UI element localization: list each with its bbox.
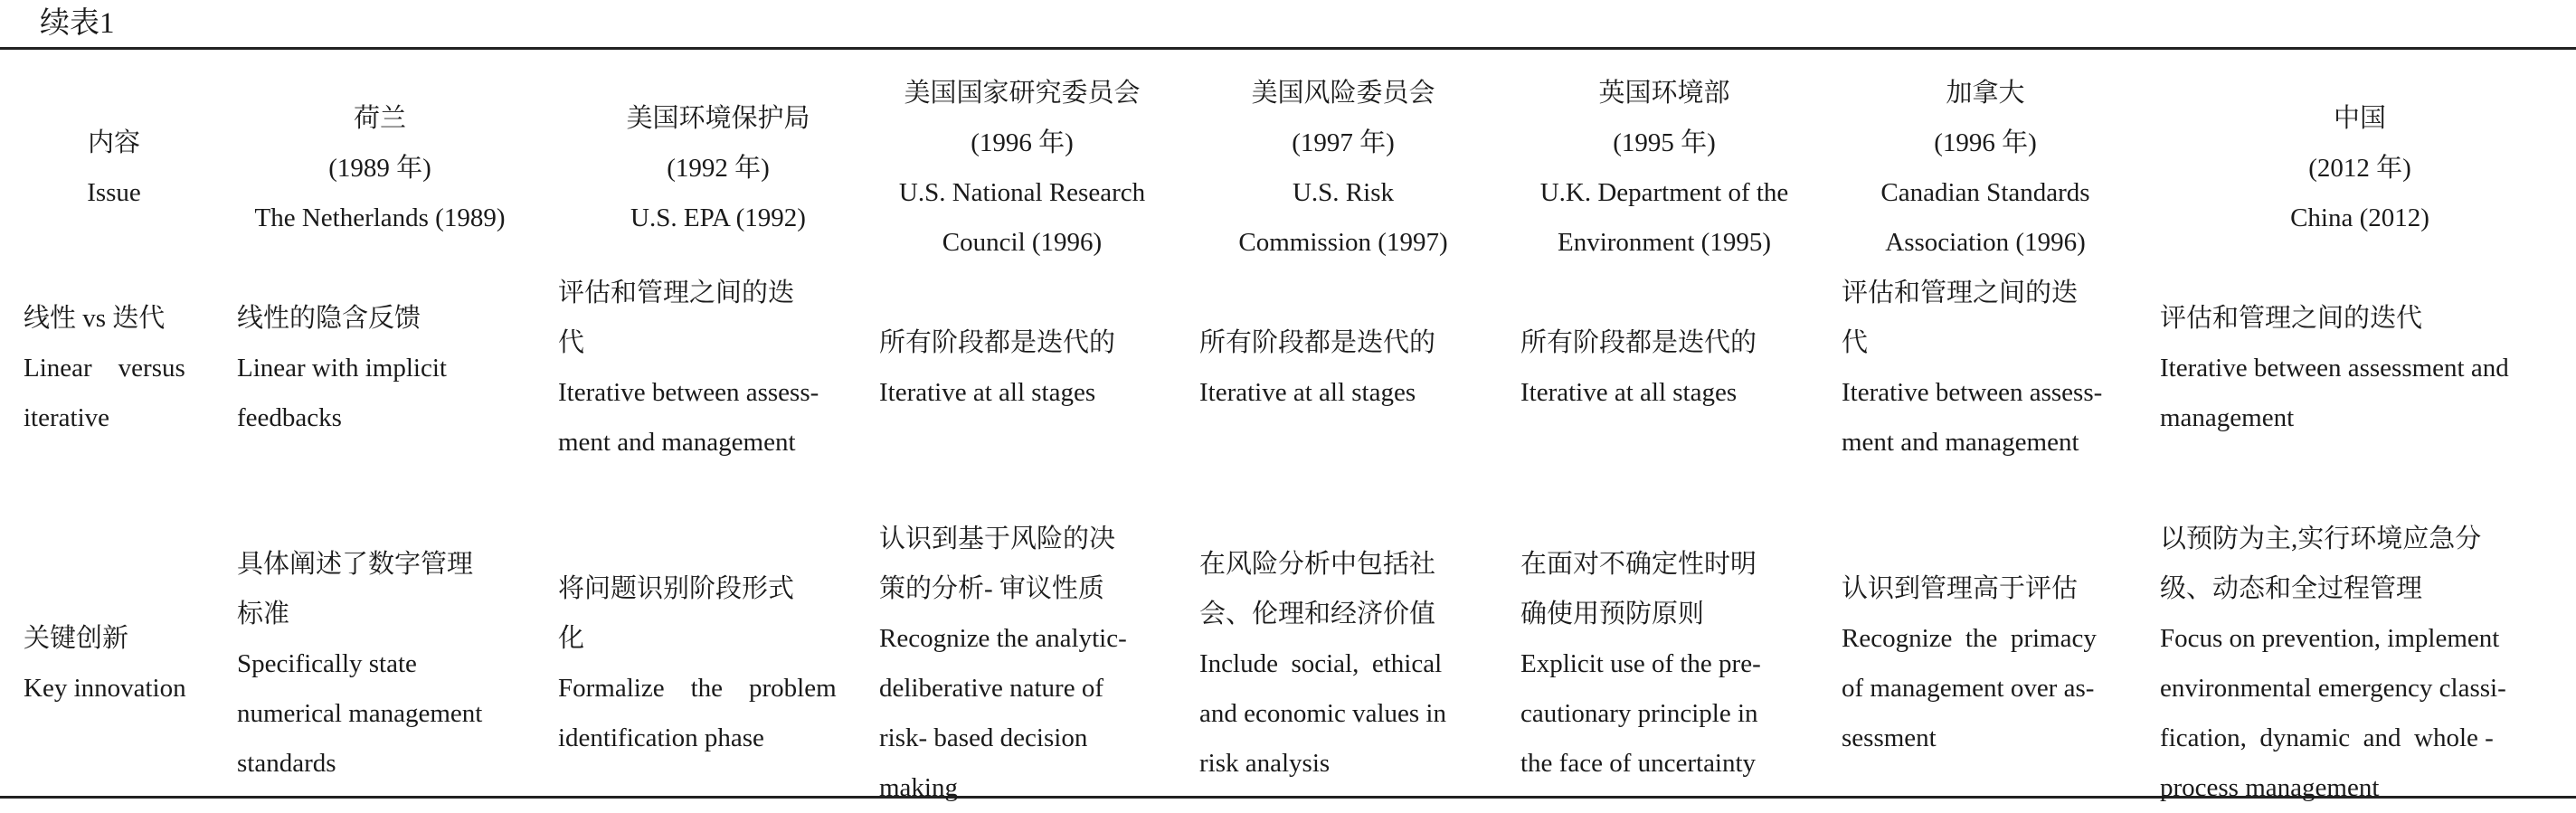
cell-line: risk- based decision: [879, 723, 1088, 752]
cell-line: Iterative at all stages: [879, 378, 1096, 407]
table-cell: [879, 515, 1127, 813]
cell-line: Iterative between assess-: [1842, 378, 2103, 407]
column-header-6: [1832, 69, 2139, 268]
cell-line: 所有阶段都是迭代的: [879, 328, 1116, 357]
cell-line: 线性 vs 迭代: [24, 303, 166, 333]
cell-line: Recognize the analytic-: [879, 624, 1127, 653]
cell-line: 级、动态和全过程管理: [2160, 574, 2423, 603]
cell-line: Linear versus: [24, 353, 185, 383]
cell-line: Canadian Standards: [1880, 178, 2090, 207]
table-cell: [558, 269, 819, 468]
cell-line: fication, dynamic and whole -: [2160, 723, 2494, 752]
cell-line: U.S. National Research: [898, 178, 1146, 207]
cell-line: Issue: [87, 178, 141, 207]
cell-line: 代: [1842, 328, 1869, 357]
cell-line: making: [879, 773, 958, 802]
table-cell: [1520, 318, 1757, 418]
cell-line: 在面对不确定性时明: [1520, 549, 1757, 579]
cell-line: iterative: [24, 402, 110, 432]
cell-line: risk analysis: [1199, 748, 1331, 778]
cell-line: (1996 年): [971, 128, 1074, 157]
cell-line: identification phase: [558, 723, 764, 752]
cell-line: Focus on prevention, implement: [2160, 624, 2500, 653]
table-cell: [1520, 540, 1761, 789]
cell-line: Explicit use of the pre-: [1520, 648, 1761, 678]
cell-line: Include social, ethical: [1199, 648, 1443, 678]
cell-line: cautionary principle in: [1520, 698, 1758, 728]
table-cell: [237, 540, 482, 789]
cell-line: 将问题识别阶段形式: [558, 574, 795, 603]
table-cell: [879, 318, 1115, 418]
cell-line: 确使用预防原则: [1520, 599, 1705, 629]
cell-line: Linear with implicit: [237, 353, 447, 383]
cell-line: The Netherlands (1989): [254, 203, 506, 232]
column-header-1: [226, 94, 534, 243]
cell-line: Environment (1995): [1558, 228, 1771, 257]
table-cell: [2160, 294, 2509, 443]
cell-line: 以预防为主,实行环境应急分: [2160, 525, 2482, 553]
cell-line: 所有阶段都是迭代的: [1520, 328, 1757, 357]
cell-line: 在风险分析中包括社: [1199, 549, 1436, 579]
row-label: [24, 614, 186, 714]
cell-line: 认识到基于风险的决: [879, 525, 1116, 553]
cell-line: 关键创新: [24, 624, 129, 653]
cell-line: 线性的隐含反馈: [237, 303, 421, 333]
cell-line: (1992 年): [667, 153, 770, 183]
cell-line: 内容: [87, 128, 140, 157]
cell-line: U.S. EPA (1992): [630, 203, 806, 232]
cell-line: 评估和管理之间的迭: [558, 279, 795, 307]
cell-line: standards: [237, 748, 336, 778]
cell-line: Association (1996): [1885, 228, 2086, 257]
cell-line: 所有阶段都是迭代的: [1199, 328, 1436, 357]
cell-line: 认识到管理高于评估: [1842, 574, 2079, 603]
cell-line: 加拿大: [1946, 79, 2025, 108]
cell-line: management: [2160, 402, 2295, 432]
cell-line: 美国环境保护局: [626, 103, 810, 133]
cell-line: 评估和管理之间的迭代: [2160, 303, 2423, 333]
table-cell: [558, 564, 837, 763]
cell-line: China (2012): [2290, 203, 2429, 232]
cell-line: (1997 年): [1292, 128, 1395, 157]
cell-line: 化: [558, 624, 585, 653]
cell-line: Iterative at all stages: [1199, 378, 1416, 407]
cell-line: Council (1996): [942, 228, 1103, 257]
cell-line: the face of uncertainty: [1520, 748, 1757, 778]
column-header-5: [1511, 69, 1818, 268]
cell-line: 评估和管理之间的迭: [1842, 279, 2079, 307]
cell-line: 英国环境部: [1598, 79, 1730, 108]
cell-line: (2012 年): [2308, 153, 2411, 183]
column-header-7: [2206, 94, 2514, 243]
cell-line: 美国国家研究委员会: [904, 79, 1141, 108]
cell-line: 标准: [237, 599, 290, 629]
cell-line: sessment: [1842, 723, 1937, 752]
cell-line: Commission (1997): [1238, 228, 1448, 257]
cell-line: Formalize the problem: [558, 674, 837, 703]
table-caption: 续表1: [40, 7, 115, 40]
cell-line: Iterative at all stages: [1520, 378, 1738, 407]
cell-line: U.K. Department of the: [1539, 178, 1789, 207]
cell-line: U.S. Risk: [1292, 178, 1394, 207]
cell-line: process management: [2160, 773, 2380, 802]
table-cell: [1842, 269, 2102, 468]
cell-line: environmental emergency classi-: [2160, 674, 2506, 703]
column-header-3: [868, 69, 1176, 268]
cell-line: Iterative between assess-: [558, 378, 819, 407]
table-cell: [1199, 540, 1446, 789]
cell-line: and economic values in: [1199, 698, 1446, 728]
column-header-2: [564, 94, 872, 243]
cell-line: 中国: [2333, 103, 2386, 133]
cell-line: numerical management: [237, 698, 483, 728]
top-rule: [0, 47, 2576, 50]
cell-line: ment and management: [558, 428, 796, 457]
table-cell: [1199, 318, 1435, 418]
cell-line: deliberative nature of: [879, 674, 1103, 703]
cell-line: (1995 年): [1613, 128, 1716, 157]
table-cell: [2160, 515, 2506, 813]
cell-line: feedbacks: [237, 402, 342, 432]
cell-line: 美国风险委员会: [1251, 79, 1435, 108]
cell-line: of management over as-: [1842, 674, 2095, 703]
cell-line: 荷兰: [353, 103, 406, 133]
cell-line: ment and management: [1842, 428, 2079, 457]
row-label: [24, 294, 185, 443]
cell-line: Key innovation: [24, 674, 186, 703]
cell-line: 策的分析- 审议性质: [879, 574, 1104, 603]
cell-line: Iterative between assessment and: [2160, 353, 2509, 383]
cell-line: 具体阐述了数字管理: [237, 549, 474, 579]
cell-line: (1996 年): [1934, 128, 2037, 157]
cell-line: Recognize the primacy: [1842, 624, 2097, 653]
cell-line: (1989 年): [328, 153, 431, 183]
cell-line: 代: [558, 328, 585, 357]
column-header-4: [1189, 69, 1497, 268]
table-cell: [237, 294, 447, 443]
cell-line: Specifically state: [237, 648, 417, 678]
cell-line: 会、伦理和经济价值: [1199, 599, 1436, 629]
table-cell: [1842, 564, 2097, 763]
